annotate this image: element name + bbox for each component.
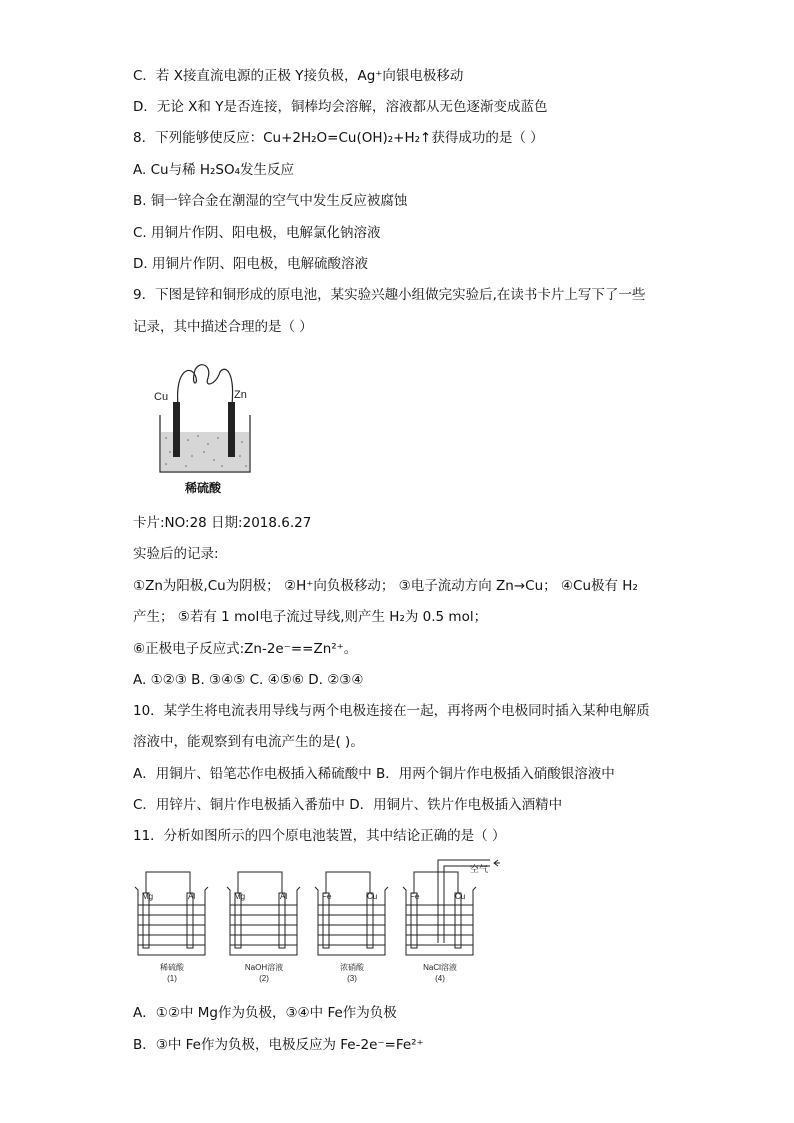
q9-stem-2: 记录，其中描述合理的是（ ）	[133, 319, 313, 335]
cell2-num: (2)	[259, 974, 269, 983]
cell1-right: Al	[188, 892, 196, 901]
q9-options: A. ①②③ B. ③④⑤ C. ④⑤⑥ D. ②③④	[133, 672, 364, 688]
cell-1	[135, 872, 208, 955]
q11-option-a: A．①②中 Mg作为负极，③④中 Fe作为负极	[133, 1005, 397, 1021]
option-d-prev: D．无论 X和 Y是否连接，铜棒均会溶解，溶液都从无色逐渐变成蓝色	[133, 99, 548, 115]
record-line-2: 产生； ⑤若有 1 mol电子流过导线,则产生 H₂为 0.5 mol；	[133, 609, 488, 625]
q10-options-cd: C．用锌片、铜片作电极插入番茄中 D．用铜片、铁片作电极插入酒精中	[133, 797, 563, 813]
cell1-solution: 稀硫酸	[160, 963, 184, 972]
cell1-num: (1)	[167, 974, 177, 983]
cu-label: Cu	[154, 391, 169, 403]
cell2-left: Mg	[234, 892, 246, 901]
q10-options-ab: A．用铜片、铅笔芯作电极插入稀硫酸中 B．用两个铜片作电极插入硝酸银溶液中	[133, 766, 615, 782]
cell2-right: Al	[280, 892, 288, 901]
cell1-left: Mg	[142, 892, 154, 901]
cell3-num: (3)	[347, 974, 357, 983]
cell3-right: Cu	[367, 892, 378, 901]
q8-option-a: A. Cu与稀 H₂SO₄发生反应	[133, 162, 295, 178]
cell3-solution: 浓硝酸	[340, 963, 364, 972]
option-c-prev: C．若 X接直流电源的正极 Y接负极，Ag⁺向银电极移动	[133, 68, 464, 84]
figure-cu-zn-cell	[150, 360, 260, 500]
q10-stem-1: 10．某学生将电流表用导线与两个电极连接在一起，再将两个电极同时插入某种电解质	[133, 703, 650, 719]
cell4-right: Cu	[455, 892, 466, 901]
record-line-3: ⑥正极电子反应式:Zn-2e⁻==Zn²⁺。	[133, 641, 358, 657]
card-subtitle: 实验后的记录:	[133, 546, 219, 562]
card-header: 卡片:NO:28 日期:2018.6.27	[133, 515, 312, 531]
cell4-num: (4)	[435, 974, 445, 983]
cell4-left: Fe	[410, 892, 420, 901]
cell3-left: Fe	[322, 892, 332, 901]
q8-option-d: D. 用铜片作阴、阳电极，电解硫酸溶液	[133, 256, 368, 272]
figure-four-cells	[130, 855, 500, 990]
air-label: 空气	[470, 864, 489, 874]
q8-option-b: B. 铜一锌合金在潮湿的空气中发生反应被腐蚀	[133, 193, 408, 209]
cell-3	[315, 872, 388, 955]
acid-label: 稀硫酸	[185, 481, 222, 495]
cell-4	[403, 860, 500, 955]
cell4-solution: NaCl溶液	[423, 963, 457, 972]
cell2-solution: NaOH溶液	[244, 963, 284, 972]
q10-stem-2: 溶液中，能观察到有电流产生的是( )。	[133, 734, 364, 750]
q8-stem: 8．下列能够使反应：Cu+2H₂O=Cu(OH)₂+H₂↑获得成功的是（ ）	[133, 130, 544, 146]
q11-stem: 11．分析如图所示的四个原电池装置，其中结论正确的是（ ）	[133, 828, 506, 844]
zn-label: Zn	[234, 389, 247, 401]
q8-option-c: C. 用铜片作阴、阳电极，电解氯化钠溶液	[133, 225, 381, 241]
air-arrow	[494, 860, 500, 866]
record-line-1: ①Zn为阳极,Cu为阴极； ②H⁺向负极移动； ③电子流动方向 Zn→Cu； ④Cu极有 H₂	[133, 578, 638, 594]
cell-2	[227, 872, 300, 955]
q11-option-b: B．③中 Fe作为负极，电极反应为 Fe-2e⁻=Fe²⁺	[133, 1037, 424, 1053]
q9-stem-1: 9．下图是锌和铜形成的原电池，某实验兴趣小组做完实验后,在读书卡片上写下了一些	[133, 287, 646, 303]
